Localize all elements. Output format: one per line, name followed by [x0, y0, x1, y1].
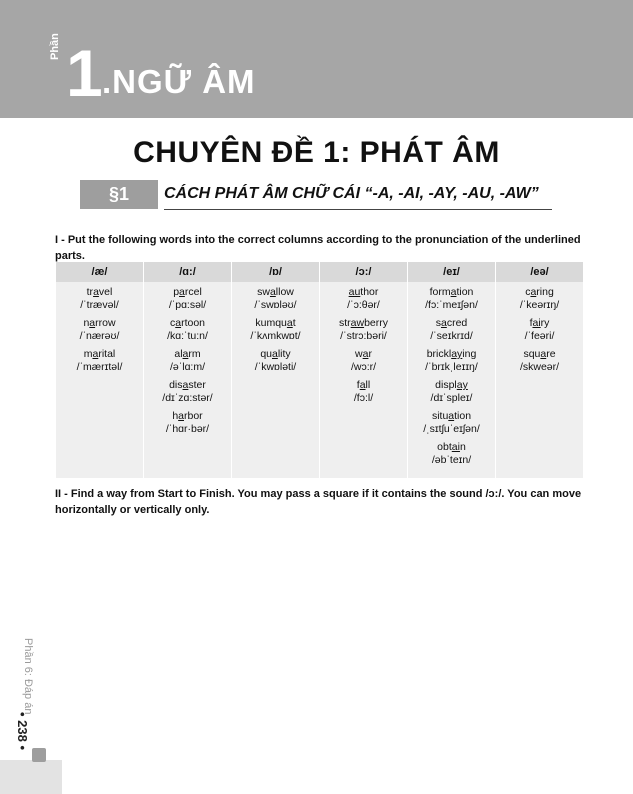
ipa-transcription: /ˈkeərɪŋ/ [519, 299, 560, 311]
word-part: rbor [184, 410, 203, 422]
part-number: 1 [66, 36, 101, 110]
word-entry [496, 317, 583, 343]
word [56, 317, 143, 330]
side-section-label: Phần 6: Đáp án [22, 638, 34, 715]
underlined-letters: a [92, 348, 99, 360]
page-number: • 238 • [15, 712, 30, 751]
word-part: f [529, 317, 533, 329]
footer-strip [0, 760, 62, 794]
underlined-letters: a [448, 410, 455, 422]
word-entry [56, 286, 143, 312]
underlined-letters: a [359, 379, 366, 391]
column-cell [320, 282, 408, 478]
ipa-transcription: /ˈhɑr·bər/ [165, 423, 210, 435]
ipa-transcription: /ˈtrævəl/ [80, 299, 119, 311]
word-part: dis [169, 379, 183, 391]
word-part: brickl [426, 348, 452, 360]
word-entry [56, 317, 143, 343]
ipa-transcription: /ˈkwɒləti/ [254, 361, 297, 373]
topic-title: CHUYÊN ĐỀ 1: PHÁT ÂM [133, 136, 500, 169]
word-part: al [174, 348, 183, 360]
underlined-letters: a [272, 348, 278, 360]
underlined-letters: ai [532, 317, 541, 329]
ipa-transcription: /dɪˈzɑ:stər/ [162, 392, 213, 404]
word-entry [56, 348, 143, 374]
underlined-letters: a [362, 348, 369, 360]
ipa-transcription: /ˌsɪtʃuˈeɪʃən/ [423, 423, 480, 435]
word [496, 348, 583, 361]
column-cell [408, 282, 496, 478]
word-entry [144, 286, 231, 312]
word [408, 286, 495, 299]
ipa-transcription: /kɑ:ˈtu:n/ [167, 330, 208, 342]
column-cell [144, 282, 232, 478]
word [232, 317, 319, 330]
word [496, 286, 583, 299]
word-part: obt [437, 441, 452, 453]
ipa-transcription: /ˈɔ:θər/ [347, 299, 380, 311]
ipa-transcription: /fɔ:ˈmeɪʃən/ [425, 299, 478, 311]
word [320, 348, 407, 361]
word-part: thor [360, 286, 379, 298]
column-header: /ɑ:/ [144, 262, 232, 282]
table-header-row [56, 262, 584, 282]
word [56, 348, 143, 361]
word-part: berry [364, 317, 389, 329]
column-header: /ɔ:/ [320, 262, 408, 282]
word-part: r [368, 348, 372, 360]
word-part: rm [188, 348, 201, 360]
word-part: tion [456, 286, 474, 298]
word-entry [144, 410, 231, 436]
word-entry [496, 348, 583, 374]
word-entry [496, 286, 583, 312]
word-part: f [356, 379, 360, 391]
underlined-letters: au [348, 286, 361, 298]
word-entry [144, 379, 231, 405]
word [408, 317, 495, 330]
word-entry [320, 348, 407, 374]
column-cell [56, 282, 144, 478]
underlined-letters: a [540, 348, 547, 360]
part-prefix: Phần [49, 33, 61, 60]
underlined-letters: a [178, 410, 184, 422]
word-part: squ [523, 348, 541, 360]
word-part: vel [98, 286, 113, 298]
word-part: displ [435, 379, 457, 391]
underlined-letters: a [450, 286, 457, 298]
underlined-letters: ay [456, 379, 468, 391]
column-header: /ɒ/ [232, 262, 320, 282]
exercise1-instruction: I - Put the following words into the correct columns according to the pronunciation of the underlined parts. [55, 234, 581, 262]
word-part: n [83, 317, 90, 329]
word [232, 286, 319, 299]
word-part: rtoon [181, 317, 206, 329]
word-part: h [172, 410, 179, 422]
word [232, 348, 319, 361]
word-part: ing [462, 348, 477, 360]
ipa-transcription: /ˈseɪkrɪd/ [430, 330, 473, 342]
ipa-transcription: /əbˈteɪn/ [431, 454, 472, 466]
word-entry [144, 348, 231, 374]
word-part: situ [431, 410, 449, 422]
word [144, 410, 231, 423]
word-part: w [355, 348, 363, 360]
section-title: CÁCH PHÁT ÂM CHỮ CÁI “-A, -AI, -AY, -AU, -AW” [164, 185, 539, 202]
word-part: kumqu [255, 317, 287, 329]
word-entry [320, 379, 407, 405]
word-part: c [169, 317, 176, 329]
underlined-letters: a [89, 317, 96, 329]
word-part: cred [446, 317, 468, 329]
word-entry [144, 317, 231, 343]
underlined-letters: a [175, 317, 182, 329]
underlined-letters: a [440, 317, 447, 329]
word [320, 379, 407, 392]
word [320, 286, 407, 299]
word-part: n [459, 441, 466, 453]
ipa-transcription: /ˈnærəʊ/ [79, 330, 120, 342]
underlined-letters: ai [451, 441, 460, 453]
word [408, 379, 495, 392]
page-tab-marker [32, 748, 46, 762]
word-part: sw [257, 286, 270, 298]
underlined-letters: a [286, 317, 293, 329]
word-part: rital [98, 348, 116, 360]
word [144, 317, 231, 330]
word-part: ster [188, 379, 206, 391]
word-entry [408, 410, 495, 436]
ipa-transcription: /wɔ:r/ [350, 361, 377, 373]
column-header: /æ/ [56, 262, 144, 282]
word-entry [408, 348, 495, 374]
word-part: form [429, 286, 451, 298]
word-entry [320, 286, 407, 312]
word [496, 317, 583, 330]
word-part: tr [86, 286, 94, 298]
column-header: /eɪ/ [408, 262, 496, 282]
word-entry [408, 441, 495, 467]
word [144, 286, 231, 299]
table-body-row [56, 282, 584, 478]
ipa-transcription: /dɪˈspleɪ/ [430, 392, 473, 404]
ipa-transcription: /ˈkʌmkwɒt/ [250, 330, 301, 342]
word-part: re [546, 348, 556, 360]
underlined-letters: a [269, 286, 276, 298]
word-part: p [173, 286, 180, 298]
underlined-letters: a [93, 286, 99, 298]
pronunciation-table [55, 262, 584, 478]
underlined-letters: a [182, 348, 189, 360]
ipa-transcription: /ˈbrɪkˌleɪɪŋ/ [425, 361, 478, 373]
word [56, 286, 143, 299]
word [408, 410, 495, 423]
word-part: ll [365, 379, 371, 391]
word-part: str [338, 317, 351, 329]
word-part: tion [454, 410, 472, 422]
column-header: /eə/ [496, 262, 584, 282]
word-part: rcel [184, 286, 202, 298]
part-title: .NGỮ ÂM [102, 63, 256, 100]
underlined-letters: a [530, 286, 537, 298]
section-underline [164, 209, 552, 210]
ipa-transcription: /ˈswɒləʊ/ [254, 299, 297, 311]
word-entry [408, 286, 495, 312]
underlined-letters: ay [451, 348, 463, 360]
word-entry [232, 348, 319, 374]
word-entry [320, 317, 407, 343]
ipa-transcription: /ˈfeəri/ [524, 330, 555, 342]
underlined-letters: a [182, 379, 189, 391]
word [144, 348, 231, 361]
word-entry [408, 317, 495, 343]
word-entry [232, 317, 319, 343]
word-part: rrow [95, 317, 116, 329]
exercise2-instruction: II - Find a way from Start to Finish. You may pass a square if it contains the sound /ɔ:/. You can move horizontally or vertically only. [55, 488, 582, 516]
word [408, 441, 495, 454]
word-part: lity [277, 348, 291, 360]
word [144, 379, 231, 392]
word-entry [408, 379, 495, 405]
ipa-transcription: /fɔ:l/ [353, 392, 374, 404]
word-part: s [435, 317, 441, 329]
word [408, 348, 495, 361]
ipa-transcription: /ˈstrɔ:bəri/ [340, 330, 387, 342]
word-part: m [83, 348, 93, 360]
word-entry [232, 286, 319, 312]
underlined-letters: aw [350, 317, 365, 329]
ipa-transcription: /əˈlɑ:m/ [169, 361, 205, 373]
word [320, 317, 407, 330]
section-badge: §1 [80, 180, 158, 209]
ipa-transcription: /skweər/ [519, 361, 560, 373]
word-part: qu [260, 348, 272, 360]
ipa-transcription: /ˈpɑ:səl/ [168, 299, 207, 311]
ipa-transcription: /ˈmærɪtəl/ [76, 361, 123, 373]
underlined-letters: a [179, 286, 185, 298]
word-part: ry [540, 317, 550, 329]
word-part: ring [536, 286, 554, 298]
word-part: llow [275, 286, 294, 298]
word-part: t [292, 317, 296, 329]
word-part: c [525, 286, 531, 298]
column-cell [232, 282, 320, 478]
column-cell [496, 282, 584, 478]
